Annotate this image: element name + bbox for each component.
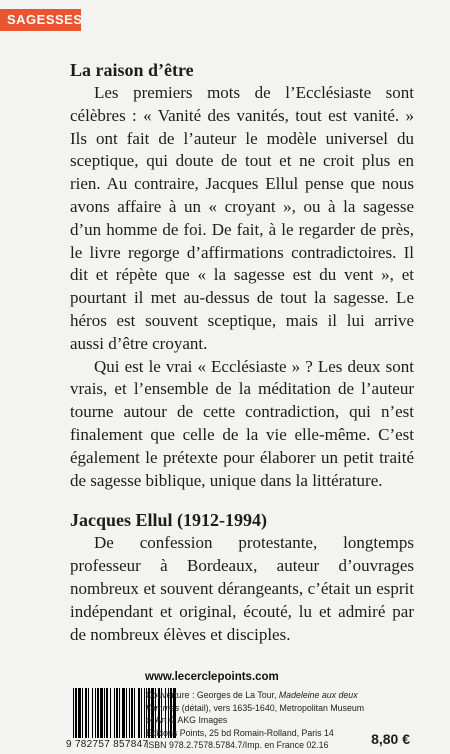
barcode-bar	[82, 688, 83, 738]
paragraph-intro: Les premiers mots de l’Ecclésiaste sont célèbres : « Vanité des vanités, tout est vanité. » Ils ont fait de l’auteur le modèle universel du sceptique, qui doute de tout et ne croit plus en rien. Au contraire, Jacques Ellul pense que nous avons affaire à un « croyant », ou à la sagesse d’un homme de foi. De fait, à le regarder de près, le livre regorge d’affirmations contradictoires. Il dit et répète que « la sagesse est du vent », et pourtant il met au-dessus de tout la sagesse. Le héros est souvent sceptique, mais il lui arrive aussi d’être croyant.	[70, 83, 414, 353]
barcode-bar	[100, 688, 103, 738]
series-label: SAGESSES	[7, 12, 83, 27]
barcode-bar	[95, 688, 96, 738]
paragraph-ecclesiaste: Qui est le vrai « Ecclésiaste » ? Les deux sont vrais, et l’ensemble de la méditation de l’auteur tourne autour de cette contradiction, qui n’est finalement que celle de la vie elle-même. C’est également le prétexte pour élaborer un petit traité de sagesse biblique, unique dans la littérature.	[70, 356, 414, 490]
barcode-bar	[97, 688, 99, 738]
barcode-bar	[138, 688, 140, 738]
barcode-bar	[92, 688, 93, 738]
barcode-bar	[116, 688, 118, 738]
barcode-digits: 9 782757 857847	[66, 739, 149, 750]
price: 8,80 €	[371, 731, 410, 747]
series-tag	[0, 9, 81, 31]
publisher-website: www.lecerclepoints.com	[145, 671, 279, 683]
barcode-bar	[110, 688, 111, 738]
barcode-bar	[106, 688, 108, 738]
section-heading-author: Jacques Ellul (1912-1994)	[70, 510, 268, 531]
paragraph-author-bio: De confession protestante, longtemps professeur à Bordeaux, auteur d’ouvrages nombreux et souvent dérangeants, c’était un esprit indépendant et original, écouté, lu et admiré par de nombreux élèves et disciples.	[70, 533, 414, 644]
barcode-bar	[114, 688, 115, 738]
barcode-bar	[88, 688, 89, 738]
barcode-bar	[134, 688, 135, 738]
credit-suffix: (détail), vers 1635-1640, Metropolitan Museum of Art © AKG Images	[146, 702, 365, 725]
back-cover-text	[70, 58, 414, 646]
isbn-line: ISBN 978.2.7578.5784.7/Imp. en France 02.16	[146, 740, 329, 750]
barcode-bar	[131, 688, 133, 738]
section-heading-raison: La raison d’être	[70, 60, 194, 80]
barcode-bar	[141, 688, 142, 738]
barcode-bar	[126, 688, 127, 738]
publisher-address: Éditions Points, 25 bd Romain-Rolland, Paris 14	[146, 727, 334, 738]
barcode-bar	[104, 688, 105, 738]
barcode-bar	[129, 688, 130, 738]
barcode-bar	[75, 688, 77, 738]
cover-credits	[146, 689, 366, 752]
credit-title: Madeleine aux deux flammes	[146, 690, 358, 713]
credit-prefix: Couverture : Georges de La Tour,	[146, 690, 279, 700]
barcode-bar	[144, 688, 145, 738]
back-cover-footer	[66, 671, 414, 750]
barcode-bar	[122, 688, 125, 738]
barcode-bar	[78, 688, 81, 738]
barcode-bar	[73, 688, 74, 738]
barcode-bar	[85, 688, 87, 738]
barcode-bar	[119, 688, 120, 738]
